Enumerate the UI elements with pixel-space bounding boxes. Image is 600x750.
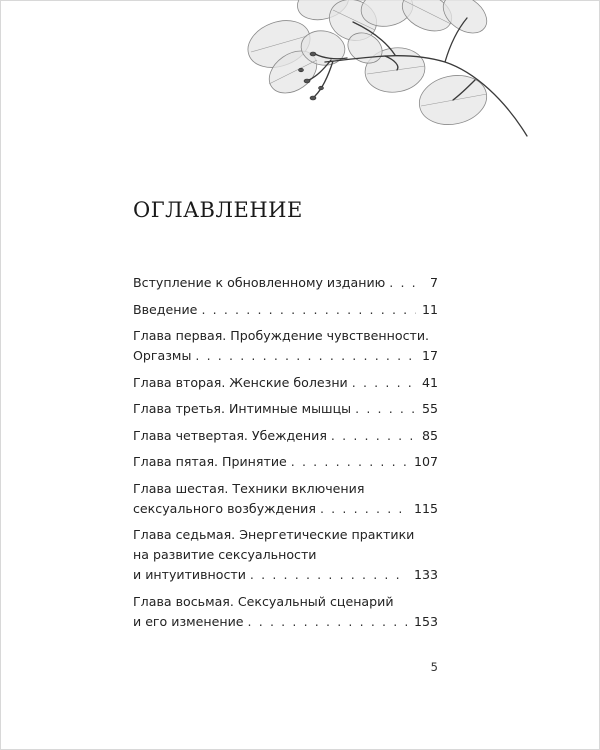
dot-leader [331,426,416,446]
bud [310,52,316,56]
toc-entry-page: 55 [421,401,438,416]
dot-leader [320,499,408,519]
toc-entry-page: 133 [413,567,438,582]
toc-entry-page: 7 [429,275,438,290]
toc-entry-page: 115 [413,500,438,516]
dot-leader [195,346,416,366]
dot-leader [389,273,424,293]
toc-entry-page: 11 [421,301,438,317]
toc-entry-title: Глава вторая. Женские болезни [133,374,348,390]
toc-entry-last-line [133,399,438,419]
toc-entry-title-line: и интуитивности [133,567,246,582]
toc-entry[interactable] [133,326,438,366]
toc-entry-last-line [133,300,438,320]
toc-entry[interactable] [133,273,438,293]
toc-entry-page: 153 [413,613,438,629]
toc-entry-title: Глава третья. Интимные мышцы [133,401,352,416]
toc-entry-title: Вступление к обновленному изданию [133,275,386,290]
toc-entry-title-line: Оргазмы [133,348,192,363]
toc-entry-title: Глава четвертая. Убеждения [133,427,327,443]
toc-entry[interactable] [133,525,438,585]
dot-leader [352,373,416,393]
bud [299,68,304,72]
toc-entry-title-line: Глава восьмая. Сексуальный сценарий [133,593,394,609]
dot-leader [248,612,408,632]
toc-entry-last-line [133,612,438,632]
toc-entry-last-line [133,346,438,366]
leaves-group [241,0,493,131]
eucalyptus-branch-icon [235,0,535,150]
toc-entry-page: 107 [413,454,438,469]
toc-entry-last-line [133,273,438,293]
toc-entry-last-line [133,452,438,472]
dot-leader [291,452,408,472]
toc-entry-last-line [133,426,438,446]
toc-entry-title: Введение [133,301,198,317]
page-number: 5 [430,660,438,674]
toc-entry-last-line [133,373,438,393]
toc-entry-page: 17 [421,348,438,363]
toc-entry[interactable] [133,592,438,632]
toc-entry-last-line [133,565,438,585]
toc-entry[interactable] [133,399,438,419]
toc-entry-last-line [133,499,438,519]
toc-entry-title-line: и его изменение [133,613,244,629]
toc-entry[interactable] [133,452,438,472]
toc-entry[interactable] [133,373,438,393]
toc-entry-title: Глава пятая. Принятие [133,454,287,469]
toc-entry[interactable] [133,426,438,446]
dot-leader [250,565,408,585]
toc-entry[interactable] [133,479,438,519]
toc-entry[interactable] [133,300,438,320]
toc-entry-page: 85 [421,427,438,443]
bud [310,96,316,100]
toc-entry-title-line: на развитие сексуальности [133,547,317,562]
dot-leader [355,399,416,419]
toc-entry-title-line: Глава шестая. Техники включения [133,480,365,496]
toc-entry-page: 41 [421,374,438,390]
table-of-contents [133,273,438,638]
toc-title: ОГЛАВЛЕНИЕ [133,198,303,222]
dot-leader [201,300,416,320]
toc-entry-title-line: сексуального возбуждения [133,500,316,516]
toc-entry-title-line: Глава седьмая. Энергетические практики [133,527,415,542]
toc-entry-title-line: Глава первая. Пробуждение чувственности. [133,328,430,343]
bud [304,79,310,83]
bud [319,86,324,90]
